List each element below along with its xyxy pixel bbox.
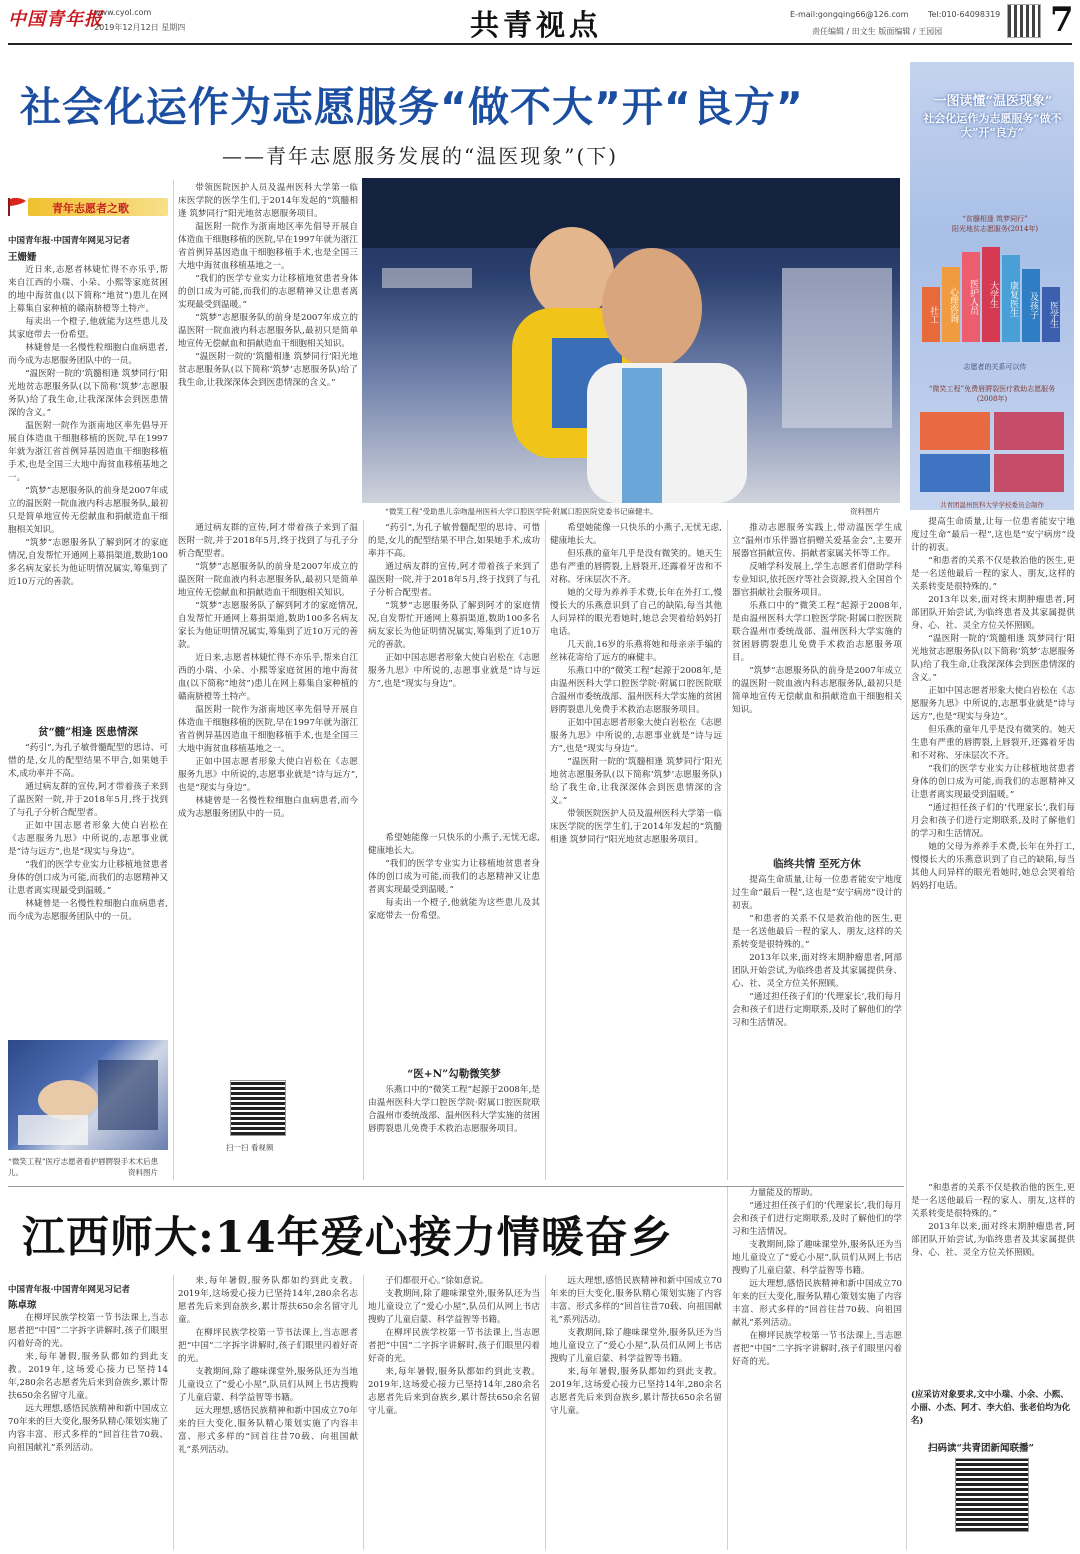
- paragraph: 2013年以来,面对终末期肿瘤患者,阿部团队开始尝试,为临终患者及其家属提供身、心、社、灵全方位关怀照顾。: [911, 595, 1075, 631]
- paragraph: “筑梦”志愿服务队的前身是2007年成立的温医附一院血液内科志愿服务队,最初只是简单地宣传无偿献血和捐献造血干细胞相关知识。: [178, 313, 358, 349]
- paragraph: 乐燕口中的“微笑工程”起源于2008年,是由温州医科大学口腔医学院·附属口腔医院联合温州市委统战部、温州医科大学实施的贫困唇腭裂患儿免费手术救治志愿服务项目。: [732, 601, 902, 663]
- paragraph: 反哺学科发展上,学生志愿者们借助学科专业知识,依托医疗等社会资源,投入全国首个器官捐献社会服务项目。: [732, 562, 902, 598]
- article-2-headline: 江西师大:14年爱心接力情暖奋乡: [22, 1213, 673, 1263]
- header-url[interactable]: www.cyol.com: [94, 8, 152, 17]
- article-2-column-5: [732, 1187, 902, 1550]
- article-2-column-2: [178, 1275, 358, 1550]
- paragraph: 近日来,志愿者林婕忙得不亦乐乎,帮来自江西的小瑞、小朵、小熙等家庭贫困的地中海贫血(以下简称“地贫”)患儿在网上募集自家种植的赣南脐橙等土特产。: [178, 653, 358, 702]
- paragraph: 来,每年暑假,服务队都如约到此支教。2019年,这场爱心接力已坚持14年,280余名志愿者先后来到奋族乡,累计帮扶650余名留守儿童。: [178, 1276, 358, 1325]
- paragraph: 乐燕口中的“微笑工程”起源于2008年,是由温州医科大学口腔医学院·附属口腔医院联合温州市委统战部、温州医科大学实施的贫困唇腭裂患儿免费手术救治志愿服务项目。: [368, 1085, 540, 1134]
- paragraph: 每卖出一个橙子,他就能为这些患儿及其家庭带去一份希望。: [8, 317, 168, 340]
- column-divider: [363, 520, 364, 1180]
- video-qr-code[interactable]: [230, 1080, 286, 1136]
- info-box: [994, 412, 1064, 450]
- paragraph: 她的父母为养养手术费,长年在外打工,慢慢长大的乐燕意识到了自己的缺陷,每当其他人问异样的眼光看她时,她总会哭着给妈妈打电话。: [550, 588, 722, 637]
- paragraph: 希望她能像一只快乐的小燕子,无忧无虑,健康地长大。: [368, 833, 540, 856]
- paragraph: 正如中国志愿者形象大使白岩松在《志愿服务九思》中所说的,志愿事业就是“诗与远方”,也是“现实与身边”。: [550, 718, 722, 754]
- article-2-column-4: [550, 1275, 722, 1550]
- paragraph: “通过担任孩子们的‘代理家长’,我们每月会和孩子们进行定期联系,及时了解他们的学习和生活情况。: [732, 992, 902, 1028]
- paragraph: “药引”,为孔子敏骨髓配型的思诗、可惜的是,女儿的配型结果不甲合,如果她手术,成功率并不高。: [368, 523, 540, 559]
- paragraph: 温医附一院作为浙南地区率先倡导开展自体造血干细胞移植的医院,早在1997年就为浙江省首例异基因造血干细胞移植手术,也是全国三大地中海贫血移植基地之一。: [178, 222, 358, 271]
- section-title: 共青视点: [470, 8, 603, 42]
- tag: 及孩子: [1022, 269, 1040, 342]
- subhead-2: “医+N”勾勒微笑梦: [407, 1068, 501, 1080]
- paragraph: “筑梦”志愿服务队了解到阿才的家庭情况,自发帮忙开通网上募捐渠道,数助100多名病友家长为他证明情况属实,筹集到了近10万元的善款。: [178, 601, 358, 650]
- article-2-byline-name: 陈卓琼: [8, 1300, 37, 1311]
- column-divider: [545, 1275, 546, 1550]
- paragraph: “我们的医学专业实力让移植地贫患者身体的创口成为可能,而我们的志愿精神又让患者离实现最受到温暖。”: [368, 859, 540, 895]
- paragraph: “筑梦”志愿服务队的前身是2007年成立的温医附一院血液内科志愿服务队,最初只是简单地宣传无偿献血和捐献造血干细胞相关知识。: [8, 486, 168, 535]
- header-qr-code[interactable]: [1007, 4, 1041, 38]
- article-2-column-1: [8, 1312, 168, 1550]
- footer-note: (应采访对象要求,文中小瑞、小余、小熙、小丽、小杰、阿才、李大伯、张老伯均为化名): [911, 1389, 1071, 1425]
- paragraph: “筑梦”志愿服务队的前身是2007年成立的温医附一院血液内科志愿服务队,最初只是简单地宣传无偿献血和捐献造血干细胞相关知识。: [178, 562, 358, 598]
- paragraph: 推动志愿服务实践上,带动温医学生成立“温州市乐伴器官捐赠关爱基金会”,主要开展器官捐献宣传、捐献者家属关怀等工作。: [732, 523, 902, 559]
- paragraph: 带领医院医护人员及温州医科大学第一临床医学院的医学生们,于2014年发起的“筑髓相逢 筑梦同行”阳光地贫志愿服务项目。: [550, 809, 722, 845]
- paragraph: 来,每年暑假,服务队都如约到此支教。2019年,这场爱心接力已坚持14年,280余名志愿者先后来到奋族乡,累计帮扶650余名留守儿童。: [8, 1352, 168, 1401]
- paragraph: “温医附一院的‘筑髓相逢 筑梦同行’阳光地贫志愿服务队(以下简称‘筑梦’志愿服务队)给了我生命,让我深深体会到医患情深的含义。”: [8, 369, 168, 418]
- paragraph: 2013年以来,面对终末期肿瘤患者,阿部团队开始尝试,为临终患者及其家属提供身、心、社、灵全方位关怀照顾。: [911, 1222, 1075, 1258]
- paragraph: 支教期间,除了趣味课堂外,服务队还为当地儿童设立了“爱心小屋”,队员们从网上书店搜购了儿童启蒙、科学益智等书籍。: [368, 1289, 540, 1325]
- paragraph: 乐燕口中的“微笑工程”起源于2008年,是由温州医科大学口腔医学院·附属口腔医院联合温州市委统战部、温州医科大学实施的贫困唇腭裂患儿免费手术救治志愿服务项目。: [550, 666, 722, 715]
- paragraph: 林婕曾是一名慢性粒细胞白血病患者,而今成为志愿服务团队中的一员。: [8, 343, 168, 366]
- info-box: [920, 454, 990, 492]
- main-photo-caption: “微笑工程”受助患儿亲吻温州医科大学口腔医学院·附属口腔医院党委书记麻健丰。: [385, 507, 658, 516]
- paragraph: “我们的医学专业实力让移植地贫患者身体的创口成为可能,而我们的志愿精神又让患者离实现最受到温暖。”: [911, 764, 1075, 800]
- subhead-3: 临终共情 至死方休: [773, 858, 861, 870]
- info-box: [994, 454, 1064, 492]
- infographic-title-1: 一图读懂“温医现象”: [933, 94, 1053, 109]
- paragraph: 带领医院医护人员及温州医科大学第一临床医学院的医学生们,于2014年发起的“筑髓相逢 筑梦同行”阳光地贫志愿服务项目。: [178, 183, 358, 219]
- paragraph: “筑梦”志愿服务队的前身是2007年成立的温医附一院血液内科志愿服务队,最初只是简单地宣传无偿献血和捐献造血干细胞相关知识。: [732, 666, 902, 715]
- paragraph: “和患者的关系不仅是救治他的医生,更是一名送他最后一程的家人、朋友,这样的关系转变是很特殊的。”: [732, 914, 902, 950]
- paragraph: 希望她能像一只快乐的小燕子,无忧无虑,健康地长大。: [550, 523, 722, 546]
- article-headline: 社会化运作为志愿服务“做不大”开“良方”: [20, 83, 804, 131]
- column-divider: [727, 520, 728, 1180]
- paragraph: 正如中国志愿者形象大使白岩松在《志愿服务九思》中所说的,志愿事业就是“诗与远方”,也是“现实与身边”。: [8, 821, 168, 857]
- paragraph: “筑梦”志愿服务队了解到阿才的家庭情况,自发帮忙开通网上募捐渠道,数助100多名病友家长为他证明情况属实,筹集到了近10万元的善款。: [368, 601, 540, 650]
- paragraph: 远大理想,感悟民族精神和新中国成立70年来的巨大变化,服务队精心策划实施了内容丰富、形式多样的“回首往昔70载、向祖国献礼”系列活动。: [732, 1279, 902, 1328]
- byline-name: 王姗姗: [8, 252, 37, 263]
- paragraph: 正如中国志愿者形象大使白岩松在《志愿服务九思》中所说的,志愿事业就是“诗与远方”,也是“现实与身边”。: [911, 686, 1075, 722]
- article-column-1: [8, 264, 168, 674]
- article-column-5-bottom: [732, 874, 902, 1180]
- column-divider: [173, 180, 174, 1180]
- flag-icon: [6, 196, 30, 216]
- left-photo-credit: 资料图片: [128, 1168, 158, 1177]
- column-label: [6, 194, 168, 220]
- paragraph: 提高生命质量,让每一位患者能安宁地度过生命“最后一程”,这也是“安宁病房”设计的初衷。: [911, 517, 1075, 553]
- column-divider: [173, 1275, 174, 1550]
- paragraph: “通过担任孩子们的‘代理家长’,我们每月会和孩子们进行定期联系,及时了解他们的学习和生活情况。: [732, 1201, 902, 1237]
- tag: 社工: [922, 287, 940, 342]
- column-divider: [906, 520, 907, 1550]
- paragraph: 在柳坪民族学校第一节书法课上,当志愿者把“中国”二字拆字讲解时,孩子们眼里闪着好奇的光。: [178, 1328, 358, 1364]
- paragraph: 通过病友群的宣传,阿才带着孩子来到了温医附一院,并于2018年5月,终于找到了与孔子分析合配型者。: [8, 782, 168, 818]
- header-editors: 责任编辑 / 田文生 版面编辑 / 王园园: [812, 27, 943, 36]
- paragraph: “和患者的关系不仅是救治他的医生,更是一名送他最后一程的家人、朋友,这样的关系转变是很特殊的。”: [911, 1183, 1075, 1219]
- paragraph: 2013年以来,面对终末期肿瘤患者,阿部团队开始尝试,为临终患者及其家属提供身、心、社、灵全方位关怀照顾。: [732, 953, 902, 989]
- paragraph: 支教期间,除了趣味课堂外,服务队还为当地儿童设立了“爱心小屋”,队员们从网上书店搜购了儿童启蒙、科学益智等书籍。: [732, 1240, 902, 1276]
- paragraph: 近日来,志愿者林婕忙得不亦乐乎,帮来自江西的小瑞、小朵、小熙等家庭贫困的地中海贫血(以下简称“地贫”)患儿在网上募集自家种植的赣南脐橙等土特产。: [8, 265, 168, 314]
- tag: 大学生: [982, 247, 1000, 342]
- main-photo-credit: 资料图片: [850, 507, 880, 516]
- article-column-3-mid: [368, 832, 540, 1062]
- article-2-byline-org: 中国青年报·中国青年网见习记者: [8, 1285, 130, 1295]
- paragraph: 支教期间,除了趣味课堂外,服务队还为当地儿童设立了“爱心小屋”,队员们从网上书店搜购了儿童启蒙、科学益智等书籍。: [550, 1328, 722, 1364]
- infographic-text-3: 志愿者的关系可以传: [963, 363, 1027, 371]
- page-number: 7: [1050, 0, 1074, 40]
- article-2-column-6: [911, 1182, 1075, 1382]
- article-2-column-3: [368, 1275, 540, 1550]
- paragraph: 她的父母为养养手术费,长年在外打工,慢慢长大的乐燕意识到了自己的缺陷,每当其他人问异样的眼光看她时,她总会哭着给妈妈打电话。: [911, 842, 1075, 891]
- article-column-1b: [8, 742, 168, 1027]
- article-column-4: [550, 522, 722, 1180]
- header-date: 2019年12月12日 星期四: [94, 23, 186, 32]
- infographic-text-2: 阳光地贫志愿服务(2014年): [951, 225, 1039, 233]
- paragraph: 远大理想,感悟民族精神和新中国成立70年来的巨大变化,服务队精心策划实施了内容丰富、形式多样的“回首往昔70载、向祖国献礼”系列活动。: [178, 1406, 358, 1455]
- tag: 康复医生: [1002, 255, 1020, 342]
- infographic-title-2: 社会化运作为志愿服务“做不大”开“良方”: [923, 112, 1062, 139]
- paragraph: “和患者的关系不仅是救治他的医生,更是一名送他最后一程的家人、朋友,这样的关系转变是很特殊的。”: [911, 556, 1075, 592]
- paragraph: “我们的医学专业实力让移植地贫患者身体的创口成为可能,而我们的志愿精神又让患者离实现最受到温暖。”: [178, 274, 358, 310]
- header-tel: Tel:010-64098319: [928, 10, 1001, 19]
- paragraph: “药引”,为孔子敏骨髓配型的思诗、可惜的是,女儿的配型结果不甲合,如果她手术,成功率并不高。: [8, 743, 168, 779]
- paragraph: 子们都很开心。”徐如意说。: [385, 1276, 489, 1286]
- paragraph: 林婕曾是一名慢性粒细胞白血病患者,而今成为志愿服务团队中的一员。: [8, 899, 168, 922]
- paragraph: 提高生命质量,让每一位患者能安宁地度过生命“最后一程”,这也是“安宁病房”设计的初衷。: [732, 875, 902, 911]
- article-column-6: [911, 516, 1075, 1176]
- infographic-boxes: [920, 412, 1064, 492]
- subhead-1: 贫“髓”相逢 医患情深: [38, 726, 138, 738]
- tag: 医护人员: [962, 252, 980, 342]
- column-divider: [727, 1187, 728, 1550]
- paragraph: “温医附一院的‘筑髓相逢 筑梦同行’阳光地贫志愿服务队(以下简称‘筑梦’志愿服务队)给了我生命,让我深深体会到医患情深的含义。”: [178, 352, 358, 388]
- paragraph: 温医附一院作为浙南地区率先倡导开展自体造血干细胞移植的医院,早在1997年就为浙江省首例异基因造血干细胞移植手术,也是全国三大地中海贫血移植基地之一。: [8, 421, 168, 483]
- masthead: [0, 0, 1080, 46]
- left-photo-caption: “微笑工程”医疗志愿者看护唇腭裂手术术后患儿。: [8, 1157, 159, 1177]
- left-photo: [8, 1040, 168, 1150]
- paragraph: 但乐燕的童年几乎是没有微笑的。她天生患有严重的唇腭裂,上唇裂开,还露着牙齿和不对称、牙床层次不齐。: [550, 549, 722, 585]
- paragraph: “通过担任孩子们的‘代理家长’,我们每月会和孩子们进行定期联系,及时了解他们的学习和生活情况。: [911, 803, 1075, 839]
- paragraph: 林婕曾是一名慢性粒细胞白血病患者,而今成为志愿服务团队中的一员。: [178, 796, 358, 819]
- paragraph: “温医附一院的‘筑髓相逢 筑梦同行’阳光地贫志愿服务队(以下简称‘筑梦’志愿服务队)给了我生命,让我深深体会到医患情深的含义。”: [911, 634, 1075, 683]
- tag: 心理咨询: [942, 267, 960, 342]
- paragraph: “温医附一院的‘筑髓相逢 筑梦同行’阳光地贫志愿服务队(以下简称‘筑梦’志愿服务队)给了我生命,让我深深体会到医患情深的含义。”: [550, 757, 722, 806]
- header-rule: [8, 43, 1072, 45]
- paragraph: 通过病友群的宣传,阿才带着孩子来到了温医附一院,并于2018年5月,终于找到了与孔子分析合配型者。: [368, 562, 540, 598]
- info-box: [920, 412, 990, 450]
- footer-qr-code[interactable]: [955, 1458, 1029, 1532]
- paragraph: 但乐燕的童年几乎是没有微笑的。她天生患有严重的唇腭裂,上唇裂开,还露着牙齿和不对称、牙床层次不齐。: [911, 725, 1075, 761]
- paragraph: “我们的医学专业实力让移植地贫患者身体的创口成为可能,而我们的志愿精神又让患者离实现最受到温暖。”: [8, 860, 168, 896]
- paragraph: 在柳坪民族学校第一节书法课上,当志愿者把“中国”二字拆字讲解时,孩子们眼里闪着好奇的光。: [732, 1331, 902, 1367]
- paragraph: 远大理想,感悟民族精神和新中国成立70年来的巨大变化,服务队精心策划实施了内容丰富、形式多样的“回首往昔70载、向祖国献礼”系列活动。: [550, 1276, 722, 1325]
- article-column-3: [368, 522, 540, 832]
- tag: 医学生: [1042, 287, 1060, 342]
- paragraph: 在柳坪民族学校第一节书法课上,当志愿者把“中国”二字拆字讲解时,孩子们眼里闪着好奇的光。: [8, 1313, 168, 1349]
- paragraph: 通过病友群的宣传,阿才带着孩子来到了温医附一院,并于2018年5月,终于找到了与孔子分析合配型者。: [178, 523, 358, 559]
- infographic-text-4: “微笑工程”免费唇腭裂医疗救助志愿服务(2008年): [928, 385, 1056, 403]
- article-subheadline: ——青年志愿服务发展的“温医现象”(下): [222, 144, 619, 168]
- main-photo: [362, 178, 900, 503]
- column-divider: [545, 520, 546, 1180]
- footer-qr-label: 扫码读“共青团新闻联播”: [928, 1443, 1034, 1454]
- video-qr-label: 扫一扫 看视频: [226, 1143, 274, 1152]
- article-column-2-top: [178, 182, 358, 520]
- infographic-footer: 共青团温州医科大学学校委员会制作: [940, 501, 1044, 509]
- byline-org: 中国青年报·中国青年网见习记者: [8, 236, 130, 246]
- paragraph: 在柳坪民族学校第一节书法课上,当志愿者把“中国”二字拆字讲解时,孩子们眼里闪着好奇的光。: [368, 1328, 540, 1364]
- infographic-tags: [922, 247, 1062, 357]
- newspaper-logo: 中国青年报: [8, 9, 103, 30]
- article-column-2-bottom: [178, 522, 358, 992]
- column-divider: [363, 1275, 364, 1550]
- paragraph: 温医附一院作为浙南地区率先倡导开展自体造血干细胞移植的医院,早在1997年就为浙江省首例异基因造血干细胞移植手术,也是全国三大地中海贫血移植基地之一。: [178, 705, 358, 754]
- paragraph: 力量能及的帮助。: [749, 1188, 818, 1198]
- infographic-text-1: “贫髓相逢 筑梦同行”: [962, 215, 1028, 223]
- paragraph: “筑梦”志愿服务队了解到阿才的家庭情况,自发帮忙开通网上募捐渠道,数助100多名病友家长为他证明情况属实,筹集到了近10万元的善款。: [8, 538, 168, 587]
- infographic: [910, 62, 1074, 510]
- column-label-text: 青年志愿者之歌: [52, 202, 129, 215]
- paragraph: 正如中国志愿者形象大使白岩松在《志愿服务九思》中所说的,志愿事业就是“诗与远方”,也是“现实与身边”。: [368, 653, 540, 689]
- paragraph: 正如中国志愿者形象大使白岩松在《志愿服务九思》中所说的,志愿事业就是“诗与远方”,也是“现实与身边”。: [178, 757, 358, 793]
- header-email[interactable]: E-mail:gongqing66@126.com: [790, 10, 909, 19]
- article-column-5: [732, 522, 902, 852]
- paragraph: 支教期间,除了趣味课堂外,服务队还为当地儿童设立了“爱心小屋”,队员们从网上书店搜购了儿童启蒙、科学益智等书籍。: [178, 1367, 358, 1403]
- paragraph: 远大理想,感悟民族精神和新中国成立70年来的巨大变化,服务队精心策划实施了内容丰富、形式多样的“回首往昔70载、向祖国献礼”系列活动。: [8, 1404, 168, 1453]
- paragraph: 来,每年暑假,服务队都如约到此支教。2019年,这场爱心接力已坚持14年,280余名志愿者先后来到奋族乡,累计帮扶650余名留守儿童。: [368, 1367, 540, 1416]
- paragraph: 每卖出一个橙子,他就能为这些患儿及其家庭带去一份希望。: [368, 898, 540, 921]
- paragraph: 来,每年暑假,服务队都如约到此支教。2019年,这场爱心接力已坚持14年,280余名志愿者先后来到奋族乡,累计帮扶650余名留守儿童。: [550, 1367, 722, 1416]
- paragraph: 几天前,16岁的乐燕将她和母亲亲手编的丝袜花寄给了远方的麻健丰。: [550, 640, 722, 663]
- article-column-3-bottom: [368, 1084, 540, 1180]
